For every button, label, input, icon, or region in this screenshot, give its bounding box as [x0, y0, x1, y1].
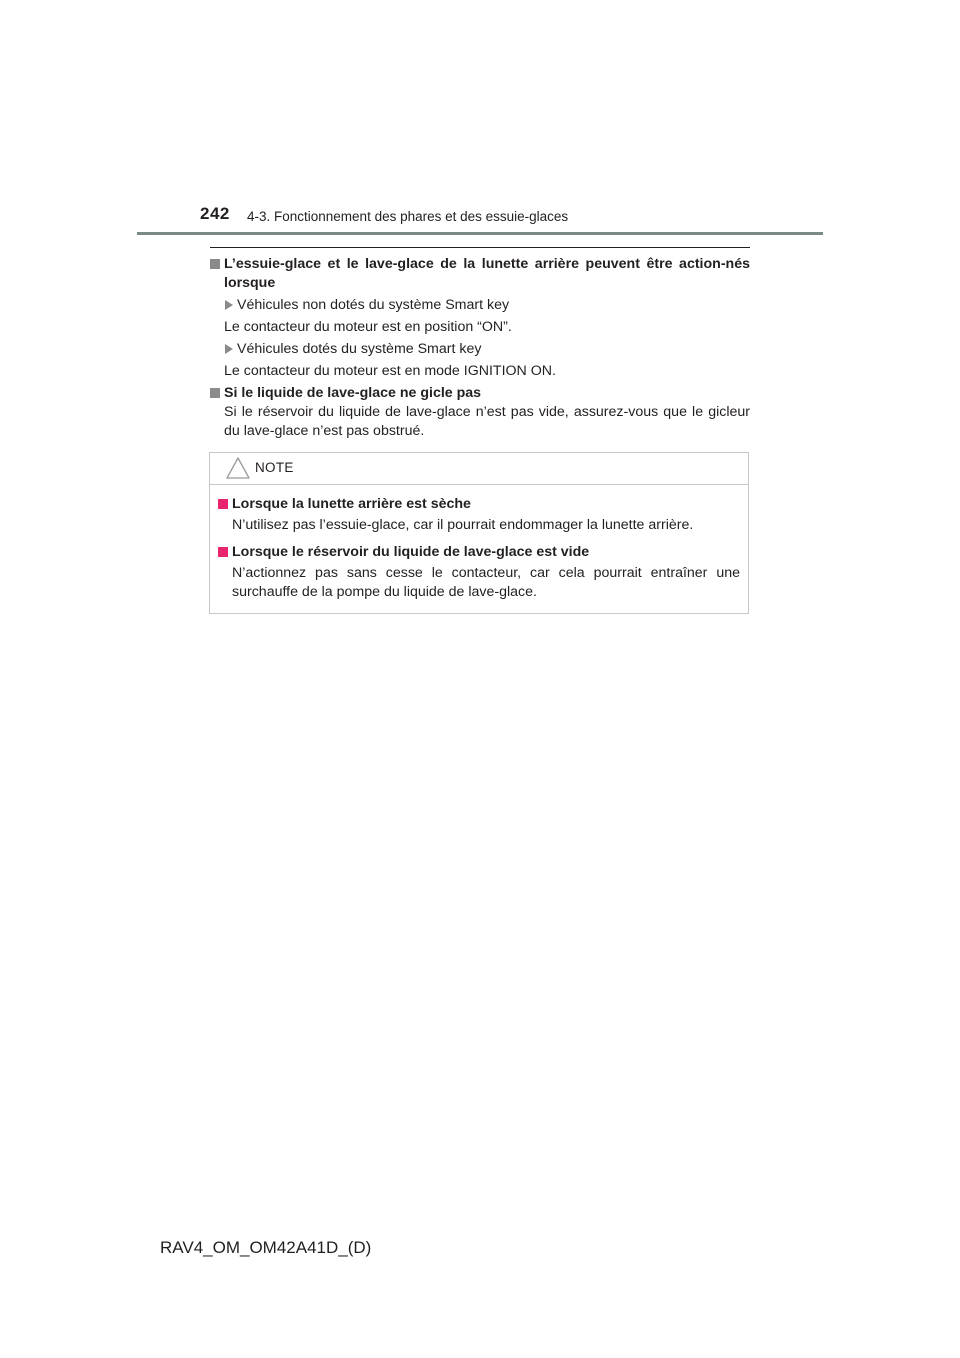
note-box	[209, 452, 749, 614]
sub-item	[210, 340, 750, 359]
note-text: N’utilisez pas l’essuie-glace, car il pourrait endommager la lunette arrière.	[232, 517, 694, 533]
list-item	[210, 340, 750, 381]
content-rule	[210, 247, 750, 248]
note-heading	[218, 543, 740, 562]
section-heading	[210, 384, 750, 403]
page-number: 242	[200, 204, 230, 223]
main-content	[210, 255, 750, 441]
body-text: Si le réservoir du liquide de lave-glace n’est pas vide, assurez-vous que le gicleur du lave-glace n’est pas obstrué.	[224, 404, 750, 439]
note-header	[210, 453, 748, 485]
section-heading-text: Si le liquide de lave-glace ne gicle pas	[224, 385, 482, 401]
header-rule	[137, 232, 823, 235]
square-bullet-icon	[218, 547, 228, 557]
warning-triangle-icon	[226, 457, 250, 479]
sub-item	[210, 296, 750, 315]
section-heading-text: L’essuie-glace et le lave-glace de la lunette arrière peuvent être action-nés lorsque	[224, 256, 750, 291]
note-heading	[218, 495, 740, 514]
note-text: N’actionnez pas sans cesse le contacteur, car cela pourrait entraîner une surchauffe de la pompe du liquide de lave-glace.	[232, 565, 740, 600]
square-bullet-icon	[218, 499, 228, 509]
note-heading-text: Lorsque la lunette arrière est sèche	[232, 496, 471, 512]
sub-item-label: Véhicules non dotés du système Smart key	[237, 297, 510, 313]
square-bullet-icon	[210, 259, 220, 269]
body-text: Le contacteur du moteur est en position “ON”.	[224, 319, 512, 335]
document-code: RAV4_OM_OM42A41D_(D)	[160, 1238, 372, 1257]
body-text: Le contacteur du moteur est en mode IGNITION ON.	[224, 363, 556, 379]
list-item	[210, 296, 750, 337]
note-heading-text: Lorsque le réservoir du liquide de lave-glace est vide	[232, 544, 590, 560]
note-label: NOTE	[255, 460, 294, 475]
sub-item-label: Véhicules dotés du système Smart key	[237, 341, 482, 357]
note-body	[218, 495, 740, 602]
section-header: 4-3. Fonctionnement des phares et des essuie-glaces	[247, 209, 569, 224]
section-heading	[210, 255, 750, 293]
square-bullet-icon	[210, 388, 220, 398]
triangle-bullet-icon	[225, 300, 233, 310]
triangle-bullet-icon	[225, 344, 233, 354]
